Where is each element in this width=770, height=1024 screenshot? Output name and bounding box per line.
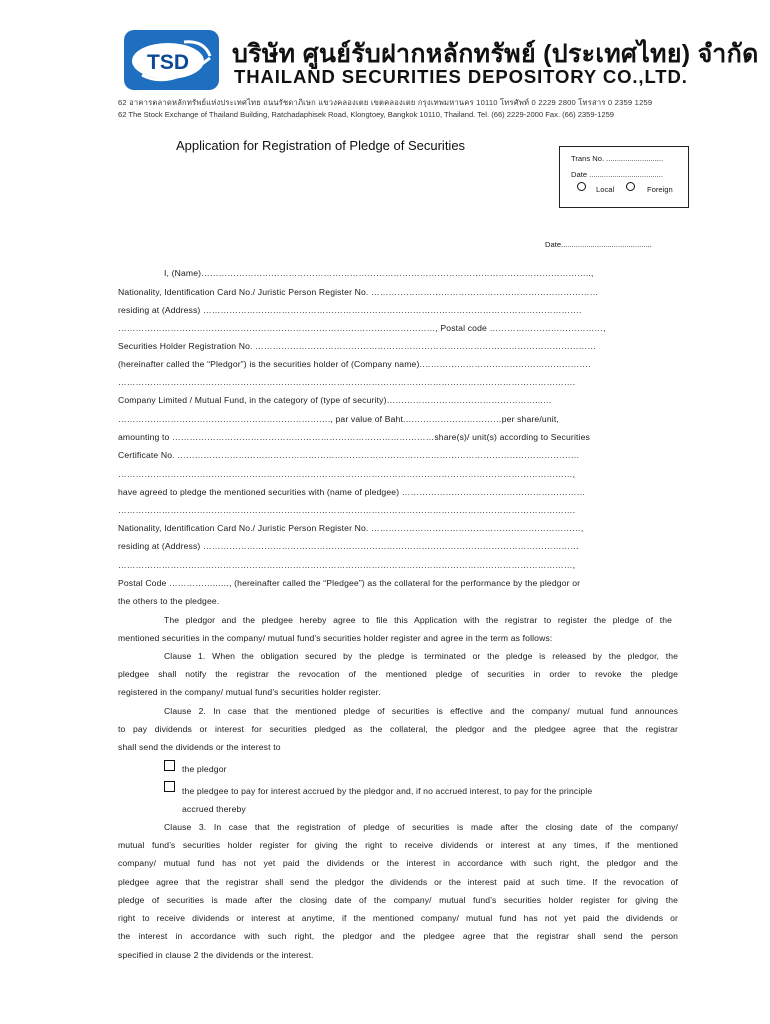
company-name-line[interactable]: (hereinafter called the “Pledgor”) is the securities holder of (Company name).………………………………………………….: [118, 359, 591, 369]
clause2-line-3: shall send the dividends or the interest to: [118, 742, 281, 752]
clause2-line-1: Clause 2. In case that the mentioned pledge of securities is effective and the company/ mutual fund announces: [164, 706, 678, 716]
clause3-line-5: pledge of securities is made after the closing date of the company/ mutual fund’s securities holder register for giving the: [118, 895, 678, 905]
holder-registration-line[interactable]: Securities Holder Registration No. ………………………………………………………………………………………………………: [118, 341, 597, 351]
par-value-line[interactable]: ………………………………………………………………., par value of Baht.……………………………per share/unit,: [118, 414, 559, 424]
clause3-line-8: specified in clause 2 the dividends or the interest.: [118, 950, 314, 960]
clause3-line-1: Clause 3. In case that the registration of pledge of securities is made after the closing date of the company/: [164, 822, 678, 832]
pledgee-address-cont-line[interactable]: …………………………………………………………………………………………………………………………………………,: [118, 560, 576, 570]
pledgor-postal-line[interactable]: ……………………………………………………………………….………………………, Postal code …………………………………,: [118, 323, 606, 333]
date-field[interactable]: Date ...................................: [571, 170, 663, 179]
pledgee-name-line[interactable]: have agreed to pledge the mentioned securities with (name of pledgee) ………………………………………………………: [118, 487, 586, 497]
form-title: Application for Registration of Pledge of Securities: [176, 138, 466, 153]
clause3-line-7: the interest in accordance with such right, the pledgor and the pledgee agree that the registrar shall send the person: [118, 931, 678, 941]
application-date-field[interactable]: Date...........................................: [545, 240, 652, 249]
trans-no-field[interactable]: Trans No. ...........................: [571, 154, 664, 163]
address-thai: 62 อาคารตลาดหลักทรัพย์แห่งประเทศไทย ถนนรัชดาภิเษก แขวงคลองเตย เขตคลองเตย กรุงเทพมหานคร 10110 โทรศัพท์ 0 2229 2800 โทรสาร 0 2359 1259: [118, 98, 653, 107]
clause1-line-2: pledgee shall notify the registrar the revocation of the mentioned pledge of securities in order to revoke the pledge: [118, 669, 678, 679]
tsd-logo: [124, 30, 219, 90]
agreement-line-2: mentioned securities in the company/ mutual fund’s securities holder register and agree in the term as follows:: [118, 633, 553, 643]
company-name-cont-line[interactable]: ………………………………………………………………………………………………………………………………………….: [118, 377, 576, 387]
company-name-english: THAILAND SECURITIES DEPOSITORY CO.,LTD.: [234, 66, 688, 87]
pledgor-checkbox[interactable]: [164, 760, 175, 771]
foreign-label: Foreign: [647, 185, 673, 194]
agreement-line-1: The pledgor and the pledgee hereby agree to file this Application with the registrar to register the pledge of the: [164, 615, 672, 625]
clause1-line-1: Clause 1. When the obligation secured by the pledge is terminated or the pledge is released by the pledgor, the: [164, 651, 678, 661]
clause2-line-2: to pay dividends or interest for securities pledged as the collateral, the pledgor and the pledgee agree that the registrar: [118, 724, 678, 734]
pledgor-address-line[interactable]: residing at (Address) ………………………………………………………………………………………………………………….: [118, 305, 582, 315]
pledgee-text: the others to the pledgee.: [118, 596, 220, 606]
logo-text: TSD: [147, 51, 189, 74]
pledgee-address-line[interactable]: residing at (Address) …………………………………………………………………………………………………………………: [118, 541, 579, 551]
pledgee-postal-line[interactable]: Postal Code ……………..…., (hereinafter called the “Pledgee”) as the collateral for the performance by the pledgor or: [118, 578, 581, 588]
address-english: 62 The Stock Exchange of Thailand Building, Ratchadaphisek Road, Klongtoey, Bangkok 10110, Thailand. Tel. (66) 2229-2000 Fax. (66) 2359-1259: [118, 110, 615, 119]
certificate-cont-line[interactable]: …………………………………………………………………………………………………………………………………………,: [118, 469, 576, 479]
clause1-line-3: registered in the company/ mutual fund’s securities holder register.: [118, 687, 381, 697]
local-radio[interactable]: [577, 182, 586, 191]
local-label: Local: [596, 185, 615, 194]
certificate-no-line[interactable]: Certificate No. …………………………………………………………………………………………………………………………: [118, 450, 580, 460]
pledgee-nationality-line[interactable]: Nationality, Identification Card No./ Juristic Person Register No. ………………………………………………………………,: [118, 523, 584, 533]
pledgee-option-label: the pledgee to pay for interest accrued by the pledgor and, if no accrued interest, to pay for the principle: [182, 786, 593, 796]
pledgor-nationality-line[interactable]: Nationality, Identification Card No./ Juristic Person Register No. ……………………………………………………………………: [118, 287, 599, 297]
amount-line[interactable]: amounting to ………………………………………………………………………………share(s)/ unit(s) according to Securities: [118, 432, 590, 442]
foreign-radio[interactable]: [626, 182, 635, 191]
clause3-line-6: right to receive dividends or interest at anytime, if the mentioned company/ mutual fund has not yet paid the dividends or: [118, 913, 678, 923]
pledgor-option-label: the pledgor: [182, 764, 227, 774]
pledgee-option-label-cont: accrued thereby: [182, 804, 246, 814]
clause3-line-2: mutual fund’s securities holder register for giving the right to receive dividends or interest at any times, if the mentioned: [118, 840, 678, 850]
security-type-line[interactable]: Company Limited / Mutual Fund, in the category of (type of security)……………………………………………...…: [118, 395, 552, 405]
pledgee-name-cont-line[interactable]: ………………………………………………………………………………………………………………………………………….: [118, 505, 576, 515]
transaction-box: [559, 146, 689, 208]
name-line[interactable]: I, (Name)……………………………………………………………………………………………………………………..,: [164, 268, 594, 278]
company-name-thai: บริษัท ศูนย์รับฝากหลักทรัพย์ (ประเทศไทย) จำกัด: [232, 40, 759, 68]
clause3-line-3: company/ mutual fund has not yet paid the dividends or the interest in accordance with such right, the pledgor and the: [118, 858, 678, 868]
clause3-line-4: pledgee agree that the registrar shall send the pledgor the dividends or the interest paid at such time. If the revocation of: [118, 877, 678, 887]
pledgee-checkbox[interactable]: [164, 781, 175, 792]
